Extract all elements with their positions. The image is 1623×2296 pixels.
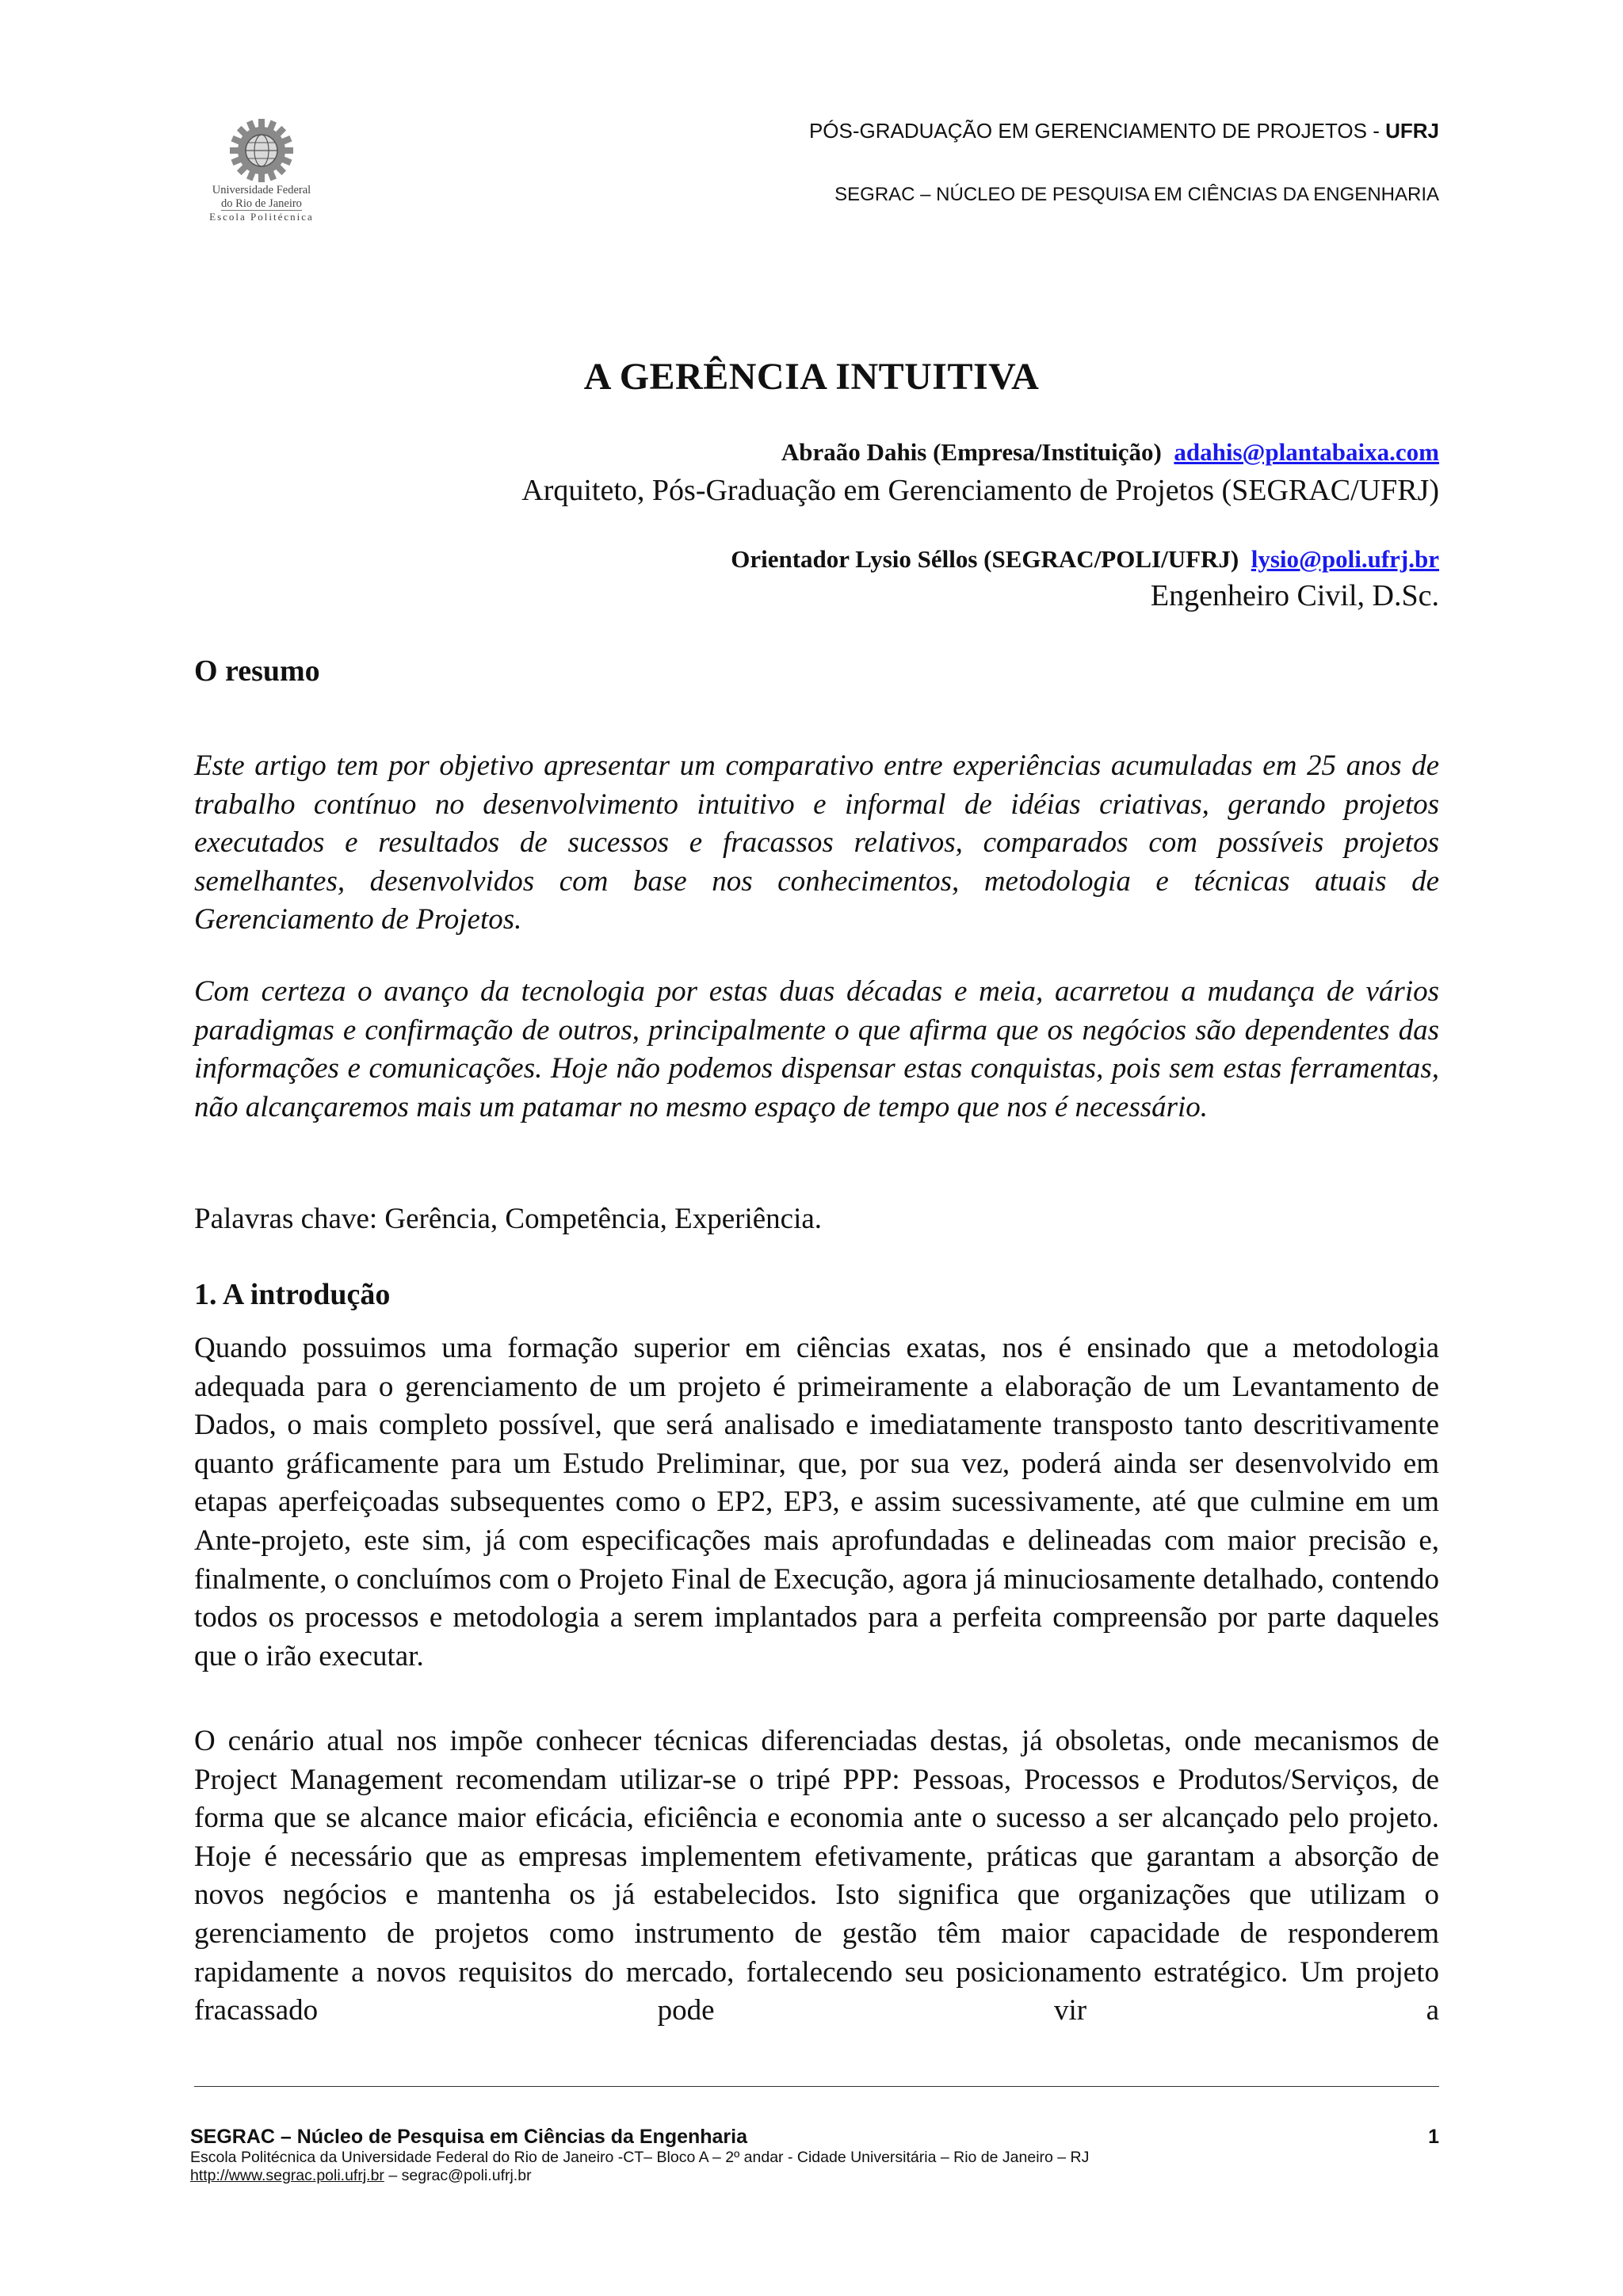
intro-paragraph: O cenário atual nos impõe conhecer técnicas diferenciadas destas, já obsoletas, onde mecanismos de Project Management recomendam utilizar-se o tripé PPP: Pessoas, Processos e Produtos/Serviços, de forma que se alcance maior eficácia, eficiência e economia ante o sucesso a ser alcançado pelo projeto. Hoje é necessário que as empresas implementem efetivamente, práticas que garantam a absorção de novos negócios e mantenha os já estabelecidos. Isto significa que organizações que utilizam o gerenciamento de projetos como instrumento de gestão têm maior capacidade de responderem rapidamente a novos requisitos do mercado, fortalecendo seu posicionamento estratégico. Um projeto fracassado pode vir a <box>194 1725 1439 2027</box>
footer-url-link[interactable]: http://www.segrac.poli.ufrj.br <box>190 2167 384 2184</box>
footer-email: segrac@poli.ufrj.br <box>401 2167 532 2184</box>
advisor-email-link[interactable]: lysio@poli.ufrj.br <box>1251 545 1439 573</box>
footer-org: SEGRAC – Núcleo de Pesquisa em Ciências da Engenharia <box>190 2126 748 2148</box>
advisor-name: Orientador Lysio Séllos (SEGRAC/POLI/UFRJ) <box>731 545 1239 573</box>
keywords: Palavras chave: Gerência, Competência, Experiência. <box>194 1203 823 1235</box>
abstract-paragraph: Este artigo tem por objetivo apresentar um comparativo entre experiências acumuladas em 25 anos de trabalho contínuo no desenvolvimento intuitivo e informal de idéias criativas, gerando projetos executados e resultados de sucessos e fracassos relativos, comparados com possíveis projetos semelhantes, desenvolvidos com base nos conhecimentos, metodologia e técnicas atuais de Gerenciamento de Projetos. <box>194 749 1439 936</box>
logo-line: Escola Politécnica <box>209 211 314 223</box>
footer-title-row <box>190 2126 1439 2149</box>
logo-line: Universidade Federal <box>212 184 311 196</box>
intro-heading: 1. A introdução <box>194 1278 391 1311</box>
author-name: Abraão Dahis (Empresa/Instituição) <box>781 438 1162 466</box>
gear-globe-icon <box>228 117 295 184</box>
footer-divider <box>194 2086 1439 2087</box>
advisor-role: Engenheiro Civil, D.Sc. <box>1150 579 1439 612</box>
advisor-line <box>731 545 1439 574</box>
header-program-ufrj: UFRJ <box>1385 119 1439 143</box>
logo-line: do Rio de Janeiro <box>221 197 302 210</box>
page-title: A GERÊNCIA INTUITIVA <box>583 356 1040 398</box>
page-number: 1 <box>1428 2126 1439 2148</box>
footer-address: Escola Politécnica da Universidade Federal do Rio de Janeiro -CT– Bloco A – 2º andar - Cidade Universitária – Rio de Janeiro – RJ <box>190 2149 1090 2166</box>
university-logo <box>198 117 325 236</box>
intro-paragraph: Quando possuimos uma formação superior em ciências exatas, nos é ensinado que a metodologia adequada para o gerenciamento de um projeto é primeiramente a elaboração de um Levantamento de Dados, o mais completo possível, que será analisado e imediatamente transposto tanto descritivamente quanto gráficamente para um Estudo Preliminar, que, por sua vez, poderá ainda ser desenvolvido em etapas aperfeiçoadas subsequentes como o EP2, EP3, e assim sucessivamente, até que culmine em um Ante-projeto, este sim, já com especificações mais aprofundadas e delineadas com maior precisão e, finalmente, o concluímos com o Projeto Final de Execução, agora já minuciosamente detalhado, contendo todos os processos e metodologia a serem implantados para a perfeita compreensão por parte daqueles que o irão executar. <box>194 1332 1439 1672</box>
page-footer <box>190 2126 1439 2185</box>
author-line <box>781 438 1439 467</box>
footer-separator: – <box>384 2167 402 2184</box>
header-center: SEGRAC – NÚCLEO DE PESQUISA EM CIÊNCIAS DA ENGENHARIA <box>834 184 1439 205</box>
author-role: Arquiteto, Pós-Graduação em Gerenciamento de Projetos (SEGRAC/UFRJ) <box>521 474 1439 507</box>
header-program <box>809 119 1439 143</box>
abstract-heading: O resumo <box>194 654 320 688</box>
footer-contact <box>190 2167 1439 2185</box>
author-email-link[interactable]: adahis@plantabaixa.com <box>1174 438 1439 466</box>
abstract-paragraph: Com certeza o avanço da tecnologia por estas duas décadas e meia, acarretou a mudança de vários paradigmas e confirmação de outros, principalmente o que afirma que os negócios são dependentes das informações e comunicações. Hoje não podemos dispensar estas conquistas, pois sem estas ferramentas, não alcançaremos mais um patamar no mesmo espaço de tempo que nos é necessário. <box>194 975 1439 1123</box>
header-program-text: PÓS-GRADUAÇÃO EM GERENCIAMENTO DE PROJETOS - <box>808 119 1386 143</box>
